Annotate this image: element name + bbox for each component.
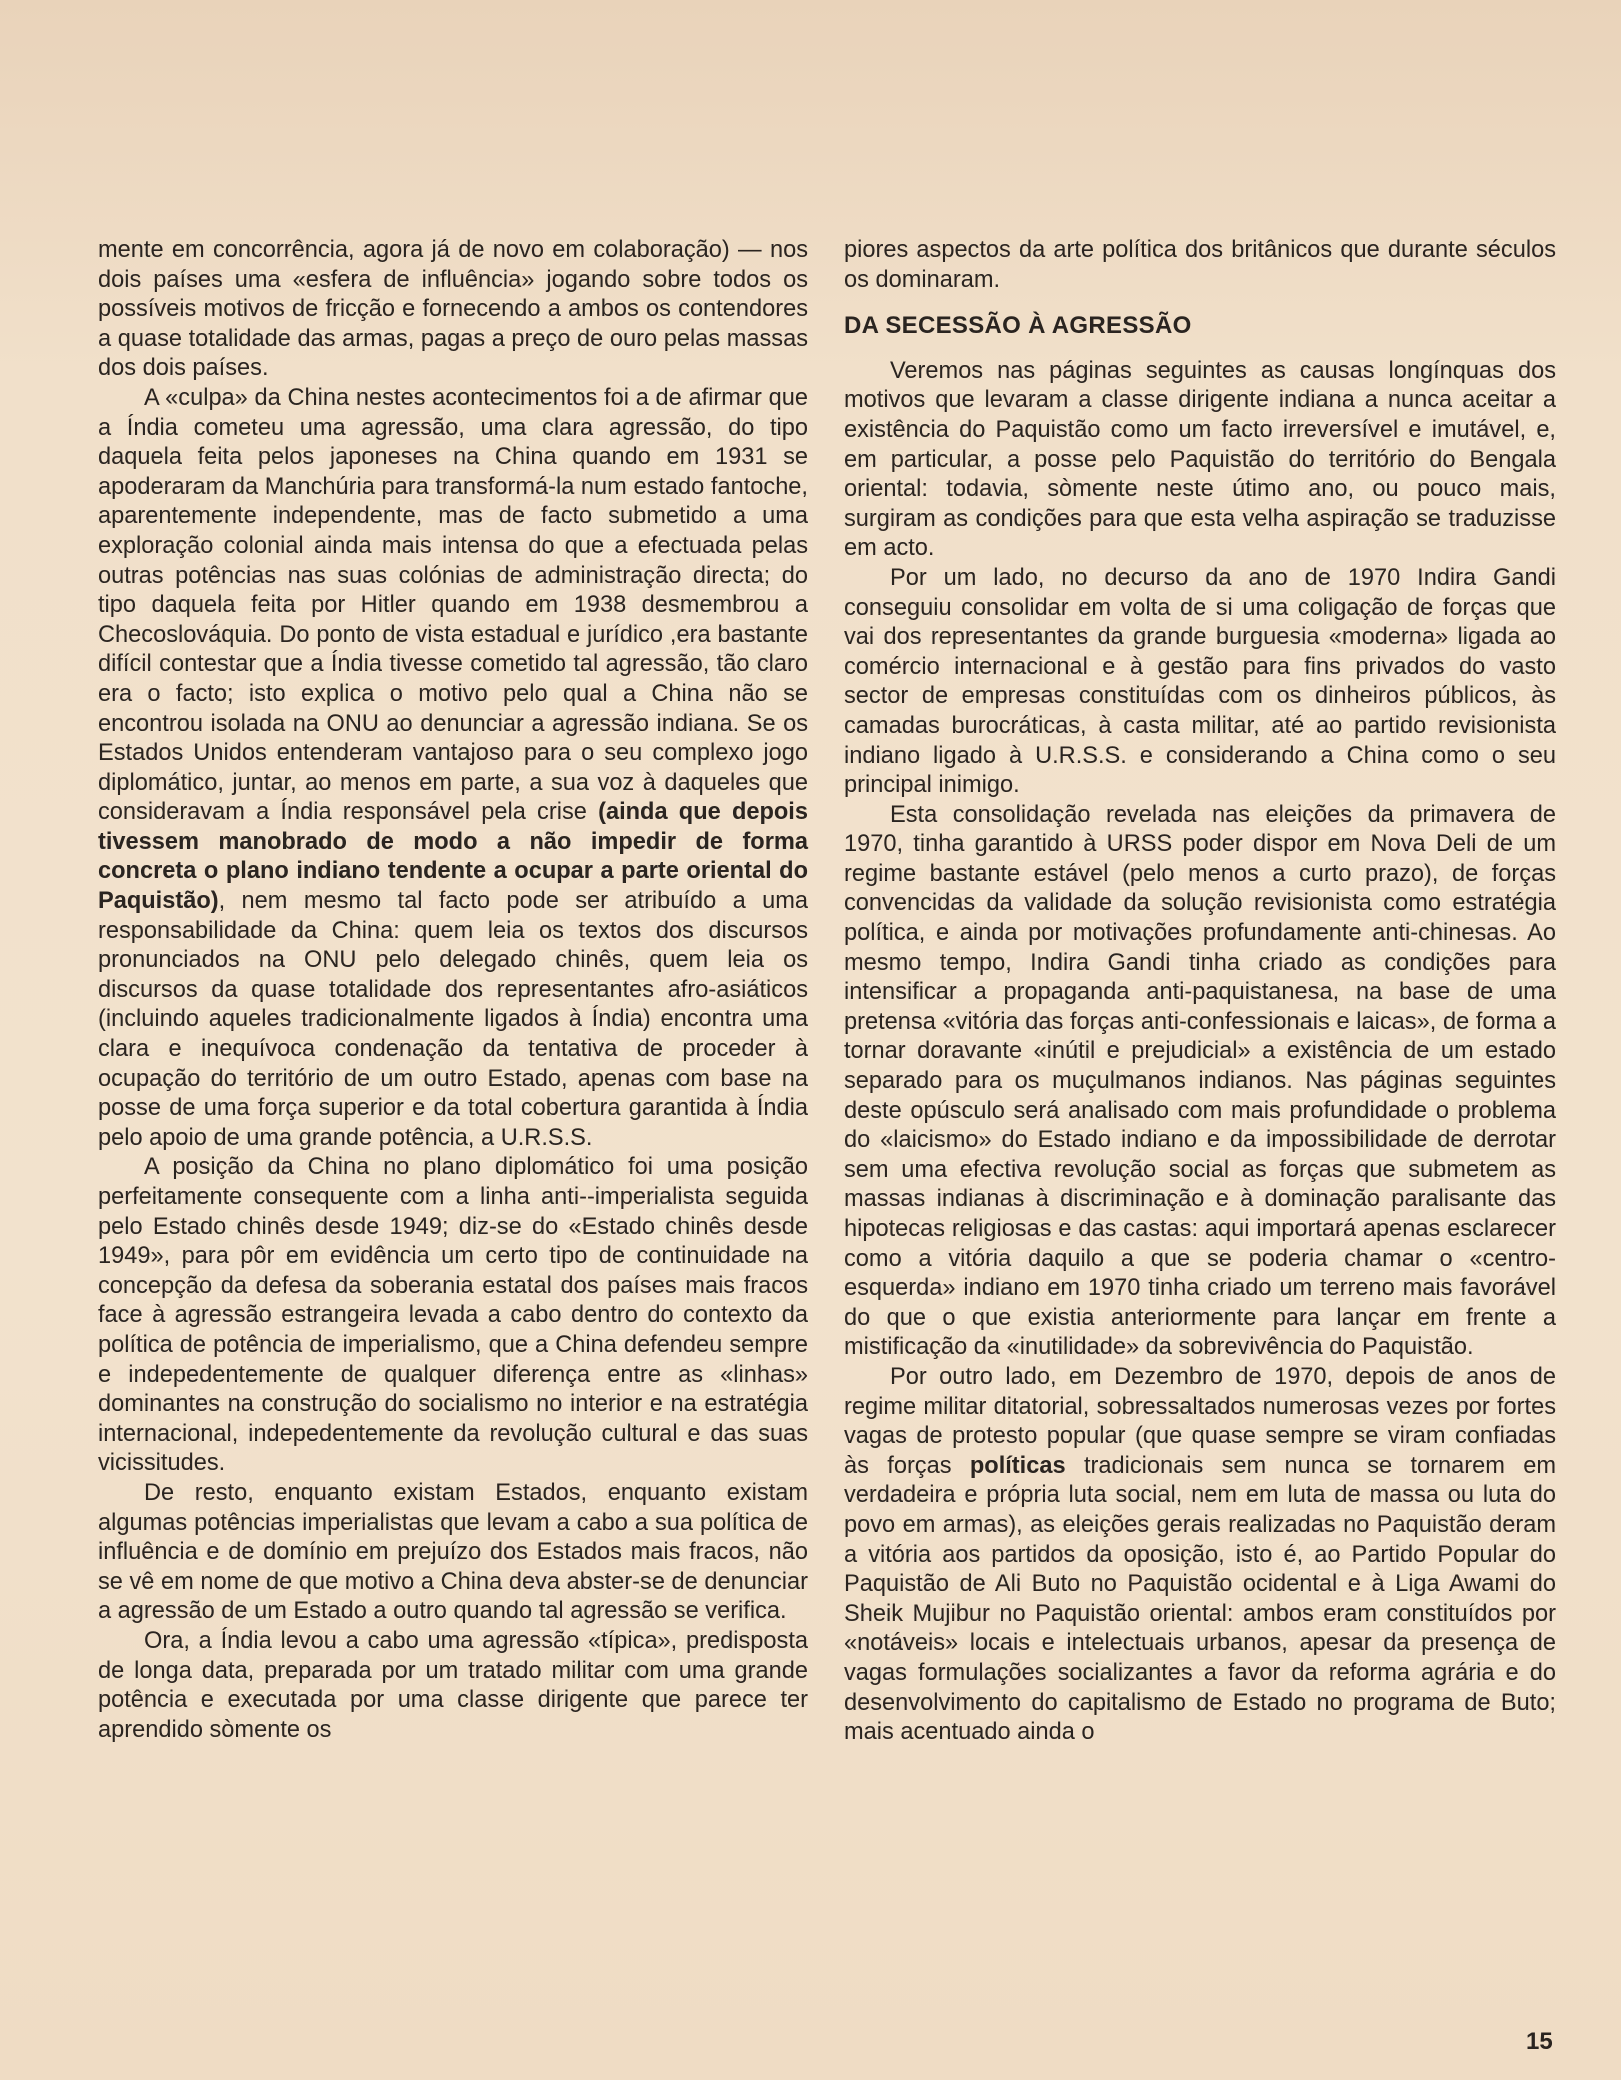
paragraph: Veremos nas páginas seguintes as causas longínquas dos motivos que levaram a classe dirigente indiana a nunca aceitar a existência do Paquistão como um facto irreversível e imutável, e, em particular, a posse pelo Paquistão do território do Bengala oriental: todavia, sòmente neste útimo ano, ou pouco mais, surgiram as condições para que esta velha aspiração se traduzisse em acto. — [844, 357, 1556, 562]
paragraph: Por um lado, no decurso da ano de 1970 Indira Gandi conseguiu consolidar em volta de si uma coligação de forças que vai dos representantes da grande burguesia «moderna» ligada ao comércio internacional e à gestão para fins privados do vasto sector de empresas constituídas com os dinheiros públicos, às camadas burocráticas, à casta militar, até ao partido revisionista indiano ligado à U.R.S.S. e considerando a China como o seu principal inimigo. — [844, 564, 1556, 799]
bold-word: políticas — [969, 1452, 1066, 1479]
left-column — [98, 236, 808, 1745]
right-column — [844, 236, 1556, 1748]
paragraph: Esta consolidação revelada nas eleições da primavera de 1970, tinha garantido à URSS poder dispor em Nova Deli de um regime bastante estável (pelo menos a curto prazo), de forças convencidas da validade da solução revisionista como estratégia política, e ainda por motivações profundamente anti-chinesas. Ao mesmo tempo, Indira Gandi tinha criado as condições para intensificar a propaganda anti-paquistanesa, na base de uma pretensa «vitória das forças anti-confessionais e laicas», de forma a tornar doravante «inútil e prejudicial» a existência de um estado separado para os muçulmanos indianos. Nas páginas seguintes deste opúsculo será analisado com mais profundidade o problema do «laicismo» do Estado indiano e da impossibilidade de derrotar sem uma efectiva revolução social as forças que submetem as massas indianas à discriminação e à dominação paralisante das hipotecas religiosas e das castas: aqui importará apenas esclarecer como a vitória daquilo a que se poderia chamar o «centro-esquerda» indiano em 1970 tinha criado um terreno mais favorável do que o que existia anteriormente para lançar em frente a mistificação da «inutilidade» da sobrevivência do Paquistão. — [844, 801, 1556, 1361]
paragraph: A posição da China no plano diplomático foi uma posição perfeitamente consequente com a linha anti--imperialista seguida pelo Estado chinês desde 1949; diz-se do «Estado chinês desde 1949», para pôr em evidência um certo tipo de continuidade na concepção da defesa da soberania estatal dos países mais fracos face à agressão estrangeira levada a cabo dentro do contexto da política de potência de imperialismo, que a China defendeu sempre e indepedentemente de qualquer diferença entre as «linhas» dominantes na construção do socialismo no interior e na estratégia internacional, indepedentemente da revolução cultural e das suas vicissitudes. — [98, 1154, 808, 1477]
paragraph — [98, 384, 808, 1153]
paragraph: piores aspectos da arte política dos britânicos que durante séculos os dominaram. — [844, 237, 1556, 293]
paragraph: mente em concorrência, agora já de novo em colaboração) — nos dois países uma «esfera de influência» jogando sobre todos os possíveis motivos de fricção e fornecendo a ambos os contendores a quase totalidade das armas, pagas a preço de ouro pelas massas dos dois países. — [98, 237, 808, 382]
paragraph-text: Por outro lado, em Dezembro de 1970, depois de anos de regime militar ditatorial, sobressaltados numerosas vezes por fortes vagas de protesto popular (que quase sempre se viram confiadas às forças — [844, 1363, 1556, 1479]
paragraph-text: A «culpa» da China nestes acontecimentos foi a de afirmar que a Índia cometeu uma agressão, uma clara agressão, do tipo daquela feita pelos japoneses na China quando em 1931 se apoderaram da Manchúria para transformá-la num estado fantoche, aparentemente independente, mas de facto submetido a uma exploração colonial ainda mais intensa do que a efectuada pelas outras potências nas suas colónias de administração directa; do tipo daquela feita por Hitler quando em 1938 desmembrou a Checoslováquia. Do ponto de vista estadual e jurídico ,era bastante difícil contestar que a Índia tivesse cometido tal agressão, tão claro era o facto; isto explica o motivo pelo qual a China não se encontrou isolada na ONU ao denunciar a agressão indiana. Se os Estados Unidos entenderam vantajoso para o seu complexo jogo diplomático, juntar, ao menos em parte, a sua voz à daqueles que consideravam a Índia responsável pela crise — [98, 384, 808, 826]
paragraph-text: tradicionais sem nunca se tornarem em verdadeira e própria luta social, nem em luta de massa ou luta do povo em armas), as eleições gerais realizadas no Paquistão deram a vitória aos partidos da oposição, isto é, ao Partido Popular do Paquistão de Ali Buto no Paquistão ocidental e à Liga Awami do Sheik Mujibur no Paquistão oriental: ambos eram constituídos por «notáveis» locais e intelectuais urbanos, apesar da presença de vagas formulações socializantes a favor da reforma agrária e do desenvolvimento do capitalismo de Estado no programa de Buto; mais acentuado ainda o — [844, 1452, 1556, 1746]
paragraph: Ora, a Índia levou a cabo uma agressão «típica», predisposta de longa data, preparada por um tratado militar com uma grande potência e executada por uma classe dirigente que parece ter aprendido sòmente os — [98, 1627, 808, 1743]
paragraph-text: , nem mesmo tal facto pode ser atribuído a uma responsabilidade da China: quem leia os textos dos discursos pronunciados na ONU pelo delegado chinês, quem leia os discursos da quase totalidade dos representantes afro-asiáticos (incluindo aqueles tradicionalmente ligados à Índia) encontra uma clara e inequívoca condenação da tentativa de proceder à ocupação do território de um outro Estado, apenas com base na posse de uma força superior e da total cobertura garantida à Índia pelo apoio de uma grande potência, a U.R.S.S. — [98, 888, 808, 1151]
page-number: 15 — [1526, 2028, 1553, 2055]
paragraph: De resto, enquanto existam Estados, enquanto existam algumas potências imperialistas que levam a cabo a sua política de influência e de domínio em prejuízo dos Estados mais fracos, não se vê em nome de que motivo a China deva abster-se de denunciar a agressão de um Estado a outro quando tal agressão se verifica. — [98, 1479, 808, 1625]
section-heading: DA SECESSÃO À AGRESSÃO — [844, 312, 1192, 340]
bold-passage: (ainda que depois tivessem manobrado de modo a não impedir de forma concreta o plano indiano tendente a ocupar a parte oriental do Paquistão) — [98, 799, 808, 915]
paragraph — [844, 1363, 1556, 1748]
